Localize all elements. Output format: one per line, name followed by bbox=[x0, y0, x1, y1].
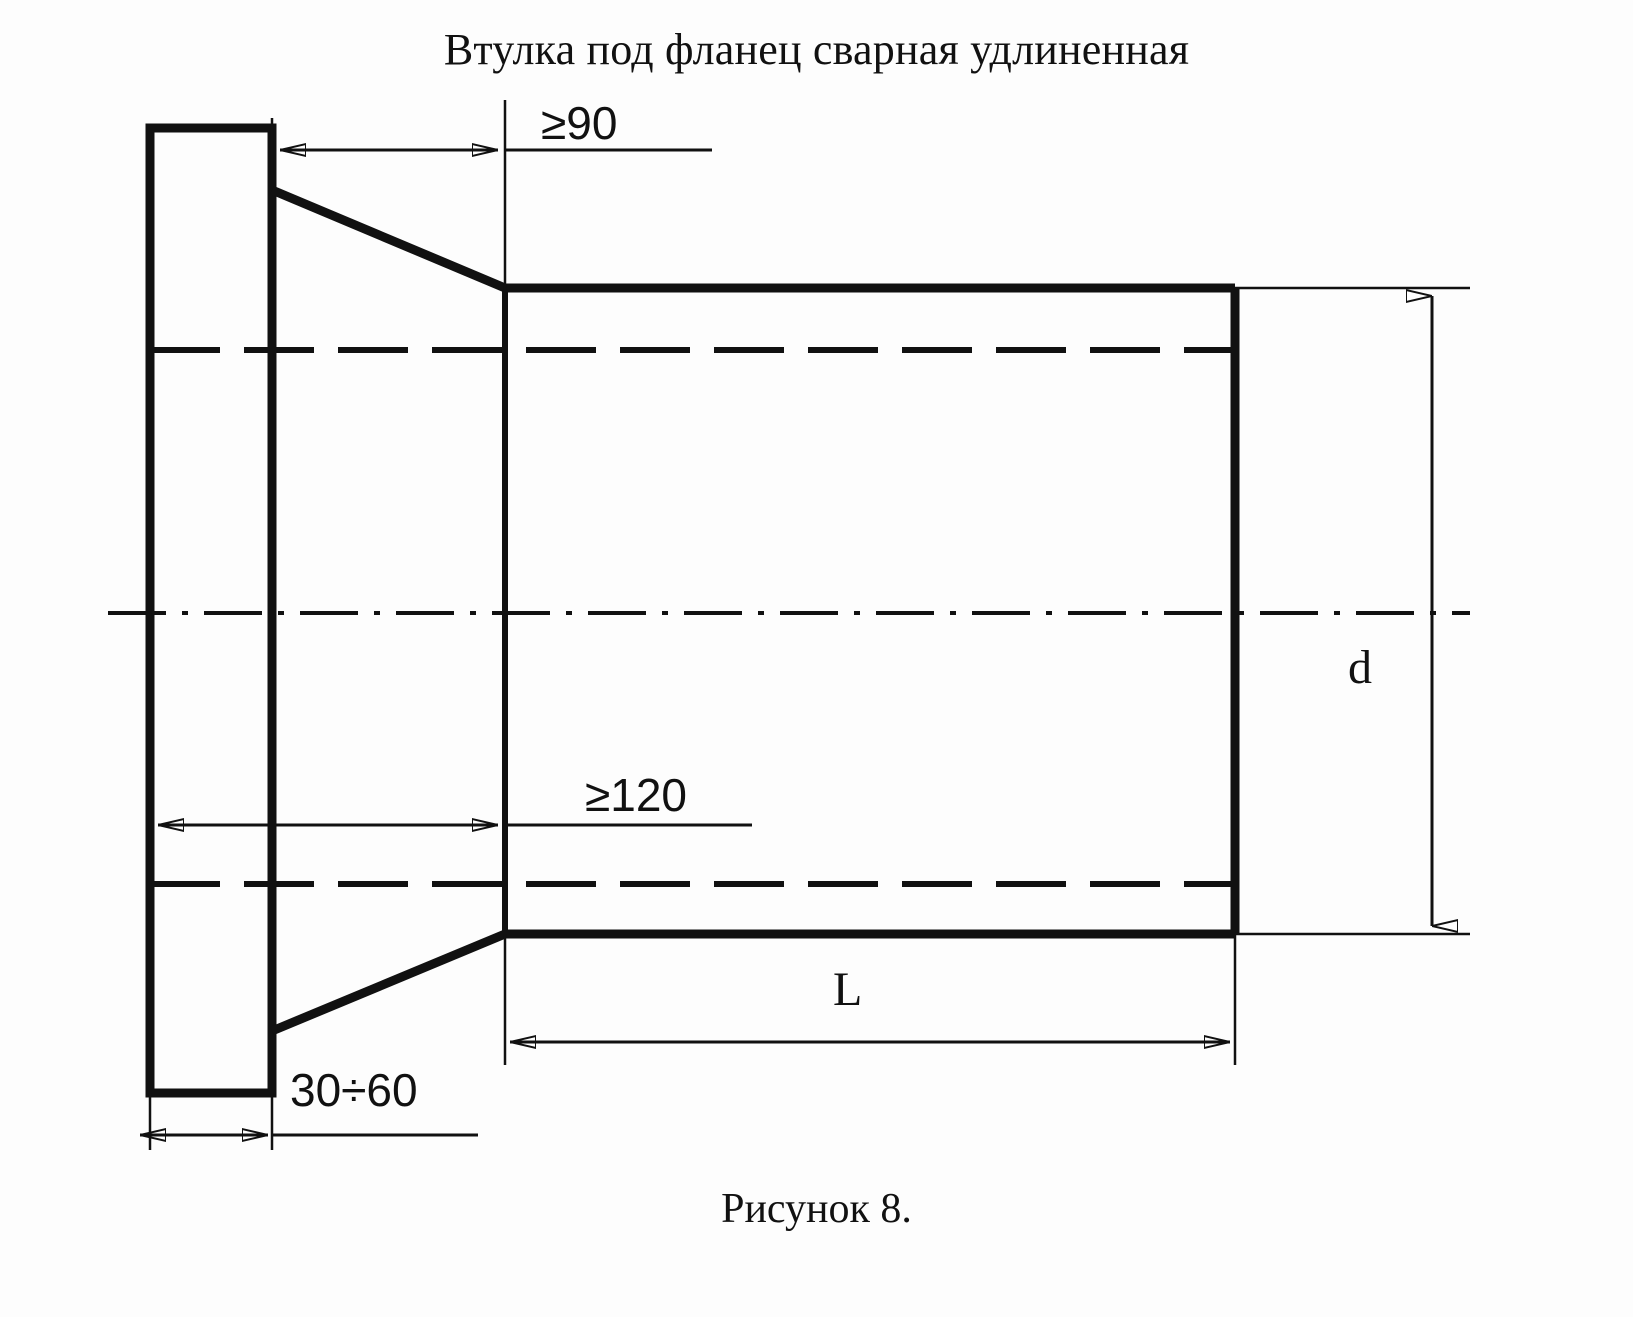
hidden-bore-lines bbox=[150, 350, 1235, 884]
label-flange-thickness: 30÷60 bbox=[290, 1064, 418, 1116]
label-mid-dimension: ≥120 bbox=[585, 769, 687, 821]
figure-caption: Рисунок 8. bbox=[721, 1186, 912, 1232]
flange-plate bbox=[150, 128, 272, 1093]
label-length: L bbox=[833, 963, 863, 1016]
lower-taper bbox=[272, 934, 505, 1031]
upper-taper bbox=[272, 190, 505, 288]
extension-lines bbox=[150, 100, 1470, 1150]
label-diameter: d bbox=[1348, 641, 1372, 694]
figure-title: Втулка под фланец сварная удлиненная bbox=[443, 25, 1190, 74]
label-top-dimension: ≥90 bbox=[541, 97, 618, 149]
